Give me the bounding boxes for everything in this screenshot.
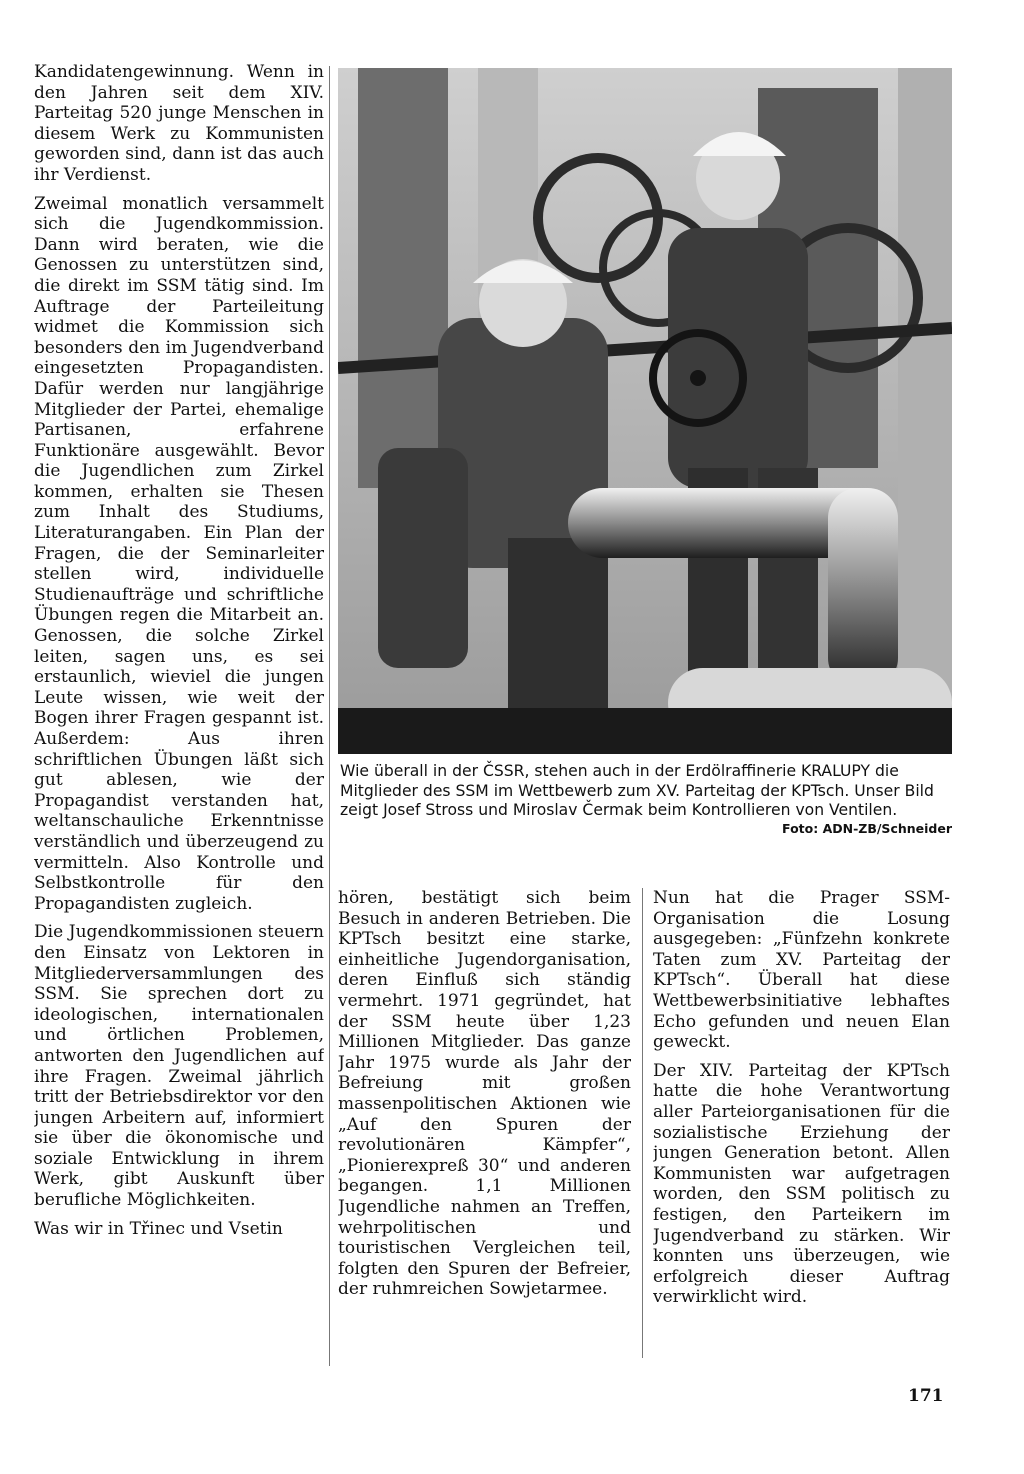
column-rule xyxy=(642,888,643,1358)
paragraph: Der XIV. Parteitag der KPTsch hatte die hohe Verantwortung aller Parteiorganisationen für die sozialistische Erziehung der jungen Generation betont. Allen Kommunisten war aufgetragen worden, den SSM politisch zu festigen, den Parteikern im Jugendverband zu stärken. Wir konnten uns überzeugen, wie erfolgreich dieser Auftrag verwirklicht wird. xyxy=(653,1060,950,1308)
column-rule xyxy=(329,66,330,1366)
paragraph: Nun hat die Prager SSM-Organisation die Losung ausgegeben: „Fünfzehn konkrete Taten zum XV. Parteitag der KPTsch“. Überall hat diese Wettbewerbsinitiative lebhaftes Echo gefunden und neuen Elan geweckt. xyxy=(653,888,950,1053)
paragraph: Zweimal monatlich versammelt sich die Jugendkommission. Dann wird beraten, wie die Genossen zu unterstützen sind, die direkt im SSM tätig sind. Im Auftrage der Parteileitung widmet die Kommission sich besonders den im Jugendverband eingesetzten Propagandisten. Dafür werden nur langjährige Mitglieder der Partei, ehemalige Partisanen, erfahrene Funktionäre ausgewählt. Bevor die Jugendlichen zum Zirkel kommen, erhalten sie Thesen zum Inhalt des Studiums, Literaturangaben. Ein Plan der Fragen, die der Seminarleiter stellen wird, individuelle Studienaufträge und schriftliche Übungen regen die Mitarbeit an. Genossen, die solche Zirkel leiten, sagen uns, es sei erstaunlich, wieviel die jungen Leute wissen, wie weit der Bogen ihrer Fragen gespannt ist. Außerdem: Aus ihren schriftlichen Übungen läßt sich gut ablesen, wie der Propagandist verstanden hat, weltanschauliche Erkenntnisse verständlich und überzeugend zu vermitteln. Also Kontrolle und Selbstkontrolle für den Propagandisten zugleich. xyxy=(34,193,324,914)
paragraph: Kandidatengewinnung. Wenn in den Jahren seit dem XIV. Parteitag 520 junge Menschen in diesem Werk zu Kommunisten geworden sind, dann ist das auch ihr Verdienst. xyxy=(34,62,324,185)
column-middle xyxy=(338,888,631,1358)
caption-text: Wie überall in der ČSSR, stehen auch in der Erdölraffinerie KRALUPY die Mitglieder des SSM im Wettbewerb zum XV. Parteitag der KPTsch. Unser Bild zeigt Josef Stross und Miroslav Čermak beim Kontrollieren von Ventilen. xyxy=(340,762,934,819)
photo-credit: Foto: ADN-ZB/Schneider xyxy=(782,820,952,836)
photo-illustration xyxy=(338,68,952,754)
photo-refinery-workers xyxy=(338,68,952,754)
paragraph: Was wir in Třinec und Vsetin xyxy=(34,1218,283,1239)
photo-caption xyxy=(340,762,952,838)
paragraph: Die Jugendkommissionen steuern den Einsatz von Lektoren in Mitgliederversammlungen des SSM. Sie sprechen dort zu ideologischen, internationalen und örtlichen Problemen, antworten den Jugendlichen auf ihre Fragen. Zweimal jährlich tritt der Betriebsdirektor vor den jungen Arbeitern auf, informiert sie über die ökonomische und soziale Entwicklung in ihrem Werk, gibt Auskunft über berufliche Möglichkeiten. xyxy=(34,922,324,1211)
column-right xyxy=(653,888,950,1358)
column-left xyxy=(34,62,324,1362)
page-number: 171 xyxy=(908,1386,944,1406)
paragraph: hören, bestätigt sich beim Besuch in anderen Betrieben. Die KPTsch besitzt eine starke, einheitliche Jugendorganisation, deren Einfluß sich ständig vermehrt. 1971 gegründet, hat der SSM heute über 1,23 Millionen Mitglieder. Das ganze Jahr 1975 wurde als Jahr der Befreiung mit großen massenpolitischen Aktionen wie „Auf den Spuren der revolutionären Kämpfer“, „Pionierexpreß 30“ und anderen begangen. 1,1 Millionen Jugendliche nahmen an Treffen, wehrpolitischen und touristischen Vergleichen teil, folgten den Spuren der Befreier, der ruhmreichen Sowjetarmee. xyxy=(338,888,631,1300)
